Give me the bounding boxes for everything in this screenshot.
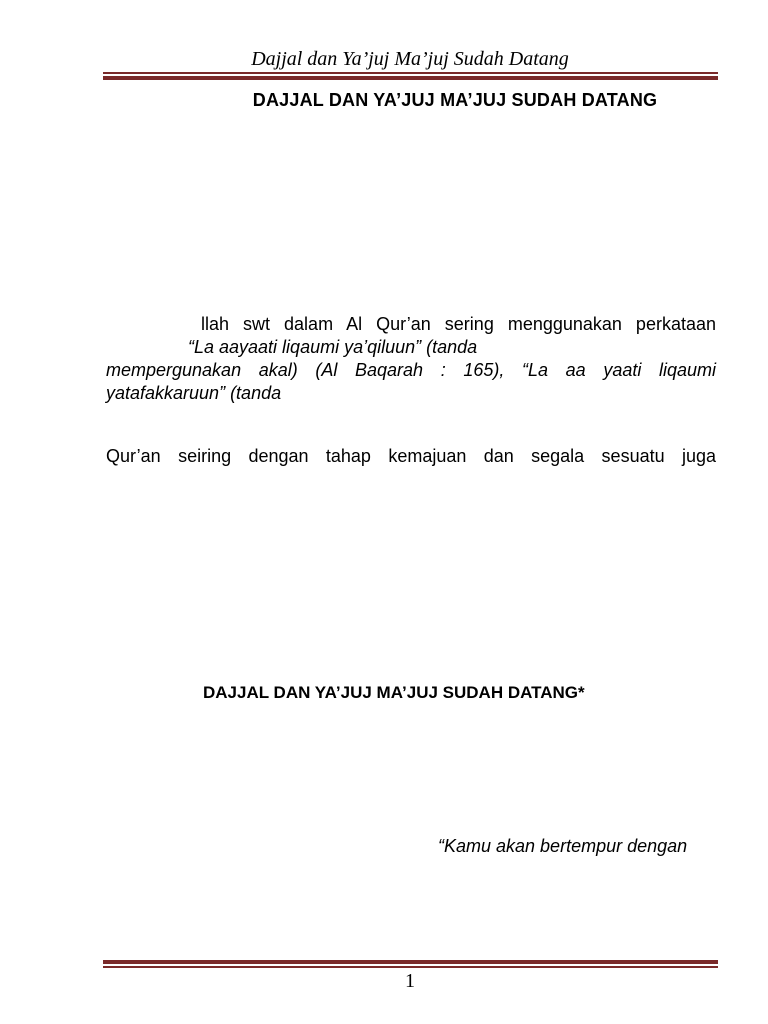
document-title: DAJJAL DAN YA’JUJ MA’JUJ SUDAH DATANG bbox=[252, 90, 658, 110]
paragraph-1-line-2: “La aayaati liqaumi ya’qiluun” (tanda bbox=[188, 337, 478, 357]
paragraph-1-line-4: yatafakkaruun” (tanda bbox=[106, 383, 282, 403]
paragraph-1-line-3: mempergunakan akal) (Al Baqarah : 165), “La aa yaati liqaumi bbox=[106, 360, 716, 380]
page-number: 1 bbox=[405, 970, 415, 992]
paragraph-1 bbox=[106, 313, 716, 405]
running-header: Dajjal dan Ya’juj Ma’juj Sudah Datang bbox=[251, 48, 569, 70]
paragraph-1-line-1: llah swt dalam Al Qur’an sering menggunakan perkataan bbox=[201, 314, 716, 334]
footer-rule-thin-line bbox=[103, 966, 718, 968]
footer-rule bbox=[103, 960, 718, 968]
header-rule-thick-line bbox=[103, 76, 718, 80]
section-subtitle: DAJJAL DAN YA’JUJ MA’JUJ SUDAH DATANG* bbox=[203, 683, 585, 702]
header-rule bbox=[103, 72, 718, 80]
quote-text: “Kamu akan bertempur dengan bbox=[438, 836, 688, 856]
paragraph-2: Qur’an seiring dengan tahap kemajuan dan segala sesuatu juga bbox=[106, 446, 716, 466]
